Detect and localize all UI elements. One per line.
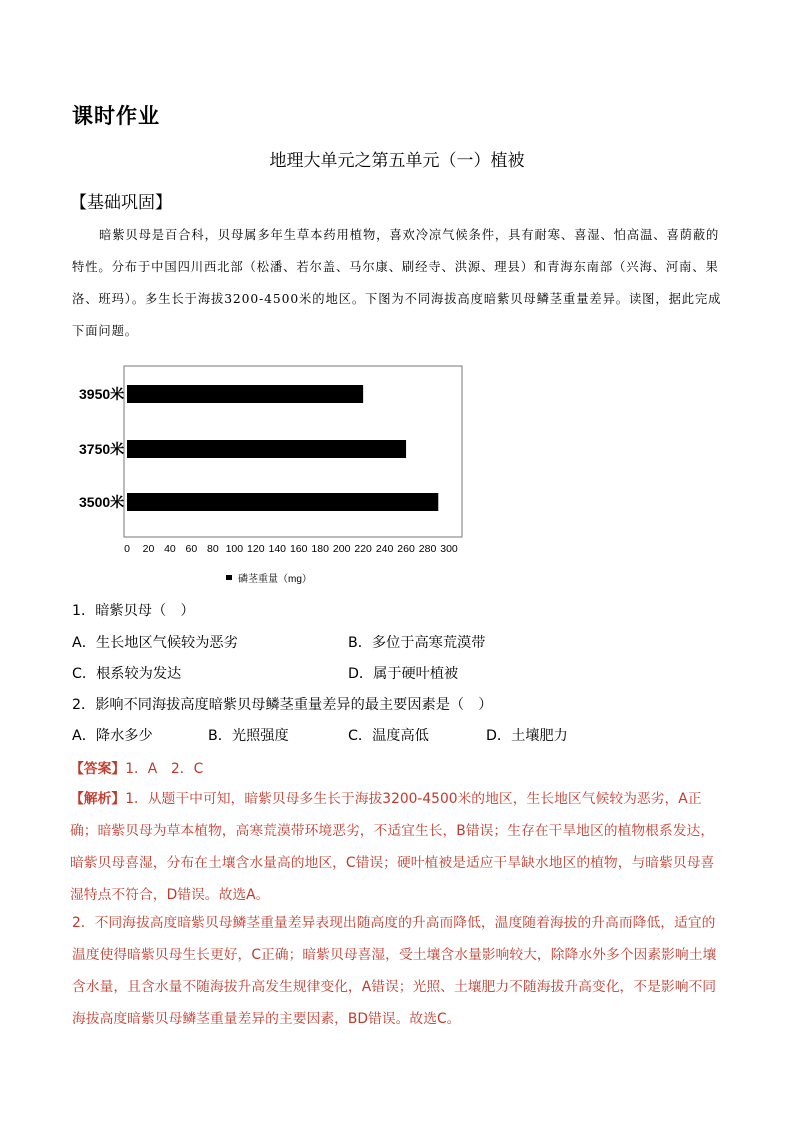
question-2-option-c: C．温度高低 [348, 728, 429, 744]
question-2-option-d: D．土壤肥力 [486, 728, 568, 744]
x-tick-label: 200 [332, 543, 351, 555]
question-2-option-b: B．光照强度 [208, 728, 289, 744]
x-tick-label: 240 [375, 543, 394, 555]
x-tick-label: 20 [142, 543, 155, 555]
analysis-text-1: 1．从题干中可知，暗紫贝母多生长于海拔3200-4500米的地区，生长地区气候较为恶劣，A正确；暗紫贝母为草本植物，高寒荒漠带环境恶劣，不适宜生长，B错误；生存在干旱地区的植物根系发达，暗紫贝母喜湿，分布在土壤含水量高的地区，C错误；硬叶植被是适应干旱缺水地区的植物，与暗紫贝母喜湿特点不符合，D错误。故选A。 [70, 791, 715, 903]
x-tick-label: 220 [354, 543, 372, 555]
x-tick-label: 100 [225, 543, 244, 555]
bar [127, 493, 438, 511]
question-1-option-c: C．根系较为发达 [72, 666, 182, 682]
category-label: 3500米 [79, 494, 125, 510]
answer-text: 1．A 2．C [125, 761, 204, 777]
x-tick-label: 280 [418, 543, 437, 555]
x-tick-label: 60 [185, 543, 198, 555]
legend-swatch [226, 575, 232, 580]
x-tick-label: 40 [164, 543, 176, 555]
x-tick-label: 0 [124, 543, 130, 555]
intro-paragraph: 暗紫贝母是百合科，贝母属多年生草本药用植物，喜欢冷凉气候条件，具有耐寒、喜湿、怕高温、喜荫蔽的特性。分布于中国四川西北部（松潘、若尔盖、马尔康、刷经寺、洪源、理县）和青海东南部（兴海、河南、果洛、班玛）。多生长于海拔3200-4500米的地区。下图为不同海拔高度暗紫贝母鳞茎重量差异。读图，据此完成下面问题。 [72, 228, 722, 338]
section-label: 【基础巩固】 [70, 193, 172, 213]
analysis-label: 【解析】 [70, 791, 126, 807]
analysis-paragraph-1 [70, 783, 722, 911]
bar [127, 440, 406, 458]
category-label: 3750米 [79, 441, 125, 457]
question-1-option-a: A．生长地区气候较为恶劣 [72, 635, 238, 651]
bar-chart [78, 362, 478, 592]
homework-title: 课时作业 [72, 104, 160, 128]
x-tick-label: 120 [247, 543, 265, 555]
answer-label: 【答案】 [70, 761, 126, 777]
analysis-paragraph-2: 2．不同海拔高度暗紫贝母鳞茎重量差异表现出随高度的升高而降低，温度随着海拔的升高而降低，适宜的温度使得暗紫贝母生长更好，C正确；暗紫贝母喜湿，受土壤含水量影响较大，除降水外多个因素影响土壤含水量，且含水量不随海拔升高发生规律变化，A错误；光照、土壤肥力不随海拔升高变化，不是影响不同海拔高度暗紫贝母鳞茎重量差异的主要因素，BD错误。故选C。 [72, 915, 717, 1027]
x-tick-label: 300 [440, 543, 458, 555]
x-tick-label: 160 [289, 543, 308, 555]
x-tick-label: 260 [397, 543, 415, 555]
question-2-option-a: A．降水多少 [72, 728, 153, 744]
question-1-option-d: D．属于硬叶植被 [348, 666, 459, 682]
legend-label: 磷茎重量（mg） [238, 574, 312, 585]
question-1-option-b: B．多位于高寒荒漠带 [348, 635, 486, 651]
unit-title: 地理大单元之第五单元（一）植被 [269, 151, 525, 171]
x-tick-label: 180 [311, 543, 329, 555]
category-label: 3950米 [79, 386, 125, 402]
question-1-stem: 1．暗紫贝母（ ） [72, 603, 195, 619]
x-tick-label: 140 [268, 543, 287, 555]
x-tick-label: 80 [207, 543, 219, 555]
question-2-stem: 2．影响不同海拔高度暗紫贝母鳞茎重量差异的最主要因素是（ ） [72, 697, 493, 713]
answer-line [70, 757, 203, 777]
bar [127, 385, 363, 403]
